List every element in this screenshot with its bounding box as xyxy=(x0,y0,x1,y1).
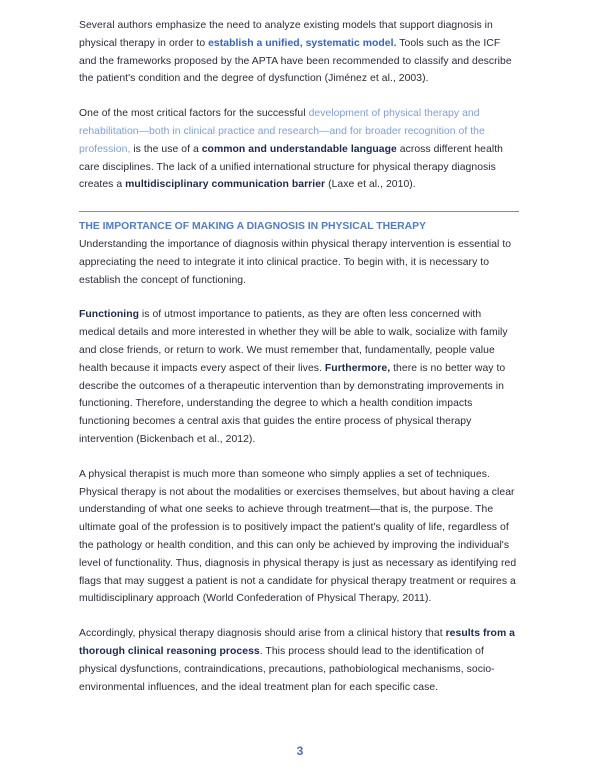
text-span: is the use of a xyxy=(130,143,202,155)
text-span: (Laxe et al., 2010). xyxy=(325,179,416,191)
section-heading: THE IMPORTANCE OF MAKING A DIAGNOSIS IN PHYSICAL THERAPY xyxy=(79,221,426,233)
bold-functioning: Functioning xyxy=(79,309,139,321)
paragraph-accordingly xyxy=(79,625,519,696)
text-span: is of utmost importance to patients, as they are often less concerned with medical details and more interested in whether they will be able to walk, socialize with family and close friends, or return to work. We must remember that, fundamentally, people value health because it impacts every aspect of their lives. xyxy=(79,309,508,374)
paragraph-intro: Understanding the importance of diagnosis within physical therapy intervention is essential to appreciating the need to integrate it into clinical practice. To begin with, it is necessary to establish the concept of functioning. xyxy=(79,238,512,286)
highlight-unified-model: establish a unified, systematic model. xyxy=(208,37,397,49)
document-body xyxy=(79,17,519,713)
bold-furthermore: Furthermore, xyxy=(324,362,391,374)
paragraph-models xyxy=(79,17,519,88)
text-span: One of the most critical factors for the successful xyxy=(79,108,309,120)
text-span: Accordingly, physical therapy diagnosis should arise from a clinical history that xyxy=(79,628,446,640)
section-divider xyxy=(79,211,519,212)
paragraph-functioning xyxy=(79,306,519,448)
bold-common-language: common and understandable language xyxy=(201,143,397,155)
bold-clinical-reasoning: results from a thorough clinical reasoning process xyxy=(79,628,516,657)
paragraph-physical-therapist: A physical therapist is much more than someone who simply applies a set of techniques. Physical therapy is not about the modalities or exercises themselves, but about having a clear understanding of what one seeks to achieve through treatment—that is, the purpose. The ultimate goal of the profession is to positively impact the patient's quality of life, regardless of the pathology or health condition, and this can only be achieved by improving the individual's level of functionality. Thus, diagnosis in physical therapy is just as necessary as identifying red flags that may suggest a patient is not a candidate for physical therapy treatment or requires a multidisciplinary approach (World Confederation of Physical Therapy, 2011). xyxy=(79,468,517,605)
paragraph-common-language xyxy=(79,105,519,194)
text-span: . This process should lead to the identification of physical dysfunctions, contraindications, precautions, pathobiological mechanisms, socio-environmental influences, and the ideal treatment plan for each specific case. xyxy=(79,645,495,693)
highlight-development: development of physical therapy and rehabilitation—both in clinical practice and research—and for broader recognition of the profession, xyxy=(79,108,485,155)
text-span: across different health care disciplines. The lack of a unified international structure for physical therapy diagnosis creates a xyxy=(79,143,503,191)
bold-communication-barrier: multidisciplinary communication barrier xyxy=(125,179,326,191)
text-span: Tools such as the ICF and the frameworks proposed by the APTA have been recommended to classify and describe the patient's condition and the degree of dysfunction (Jiménez et al., 2003). xyxy=(79,37,512,85)
page-number: 3 xyxy=(296,744,304,758)
text-span: there is no better way to describe the outcomes of a therapeutic intervention than by demonstrating improvements in functioning. Therefore, understanding the degree to which a health condition impacts functioning becomes a central axis that guides the entire process of physical therapy intervention (Bickenbach et al., 2012). xyxy=(79,362,506,445)
text-span: Several authors emphasize the need to analyze existing models that support diagnosis in physical therapy in order to xyxy=(79,20,493,49)
